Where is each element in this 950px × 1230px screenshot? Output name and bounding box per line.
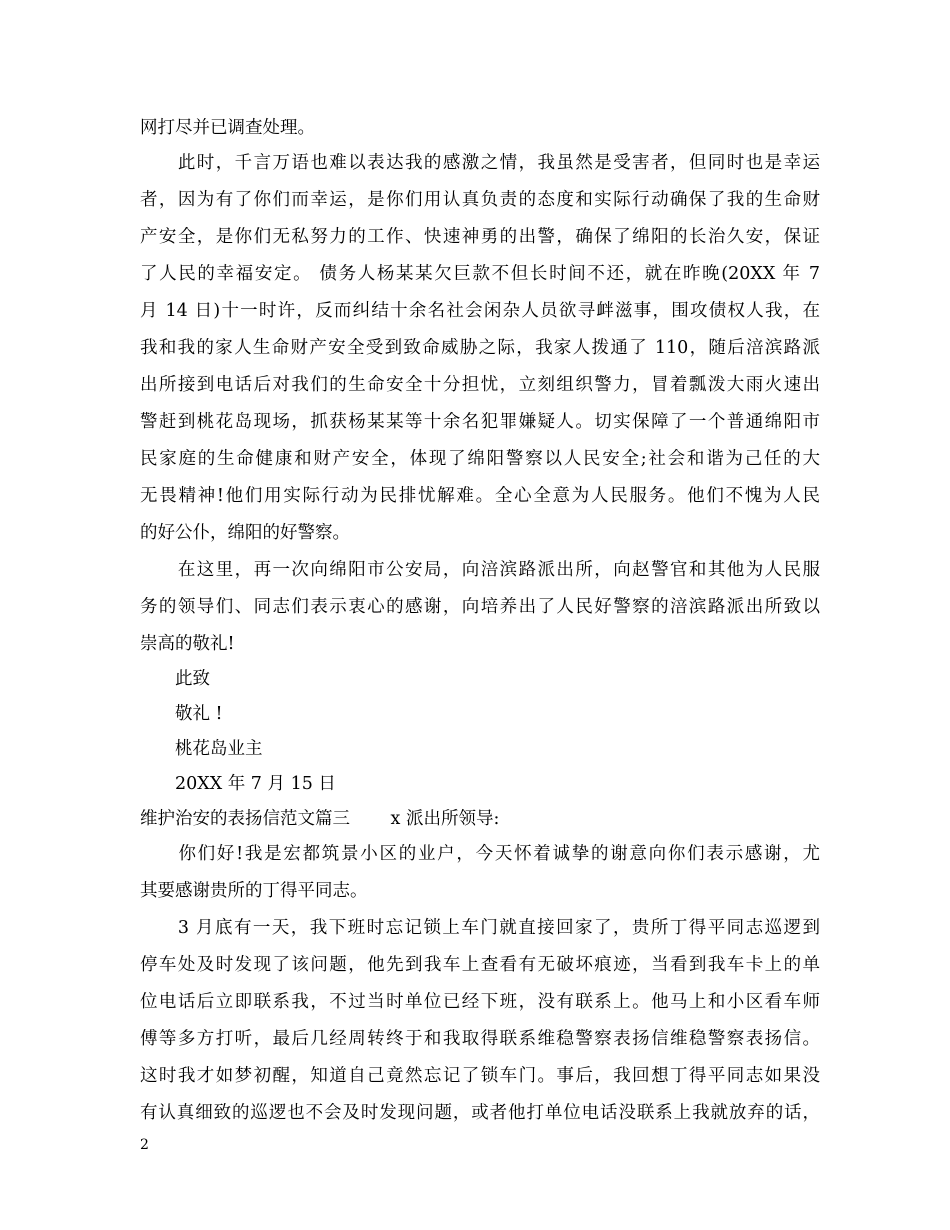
text-line: 位电话后立即联系我，不过当时单位已经下班，没有联系上。他马上和小区看车师 [140, 992, 820, 1012]
text-line: 民家庭的生命健康和财产安全，体现了绵阳警察以人民安全;社会和谐为己任的大 [140, 449, 820, 469]
text-line: 出所接到电话后对我们的生命安全十分担忧，立刻组织警力，冒着瓢泼大雨火速出 [140, 375, 820, 395]
text-line: 桃花岛业主 [140, 739, 263, 759]
text-line: 产安全，是你们无私努力的工作、快速神勇的出警，确保了绵阳的长治久安，保证 [140, 227, 820, 247]
text-line: 20XX 年 7 月 15 日 [140, 774, 336, 794]
text-line: 无畏精神!他们用实际行动为民排忧解难。全心全意为人民服务。他们不愧为人民 [140, 486, 820, 506]
text-line: 3 月底有一天，我下班时忘记锁上车门就直接回家了，贵所丁得平同志巡逻到 [140, 918, 820, 938]
text-line: 其要感谢贵所的丁得平同志。 [140, 881, 368, 901]
text-line: 在这里，再一次向绵阳市公安局，向涪滨路派出所，向赵警官和其他为人民服 [140, 560, 820, 580]
text-line: 警赶到桃花岛现场，抓获杨某某等十余名犯罪嫌疑人。切实保障了一个普通绵阳市 [140, 412, 820, 432]
text-line: 有认真细致的巡逻也不会及时发现问题，或者他打单位电话没联系上我就放弃的话， [140, 1103, 820, 1123]
text-line: 我和我的家人生命财产安全受到致命威胁之际，我家人拨通了 110，随后涪滨路派 [140, 338, 820, 358]
text-line: 的好公仆，绵阳的好警察。 [140, 523, 350, 543]
text-line: 傅等多方打听，最后几经周转终于和我取得联系维稳警察表扬信维稳警察表扬信。 [140, 1029, 820, 1049]
text-line: 务的领导们、同志们表示衷心的感谢，向培养出了人民好警察的涪滨路派出所致以 [140, 597, 820, 617]
text-line: 停车处及时发现了该问题，他先到我车上查看有无破坏痕迹，当看到我车卡上的单 [140, 955, 820, 975]
text-line: 者，因为有了你们而幸运，是你们用认真负责的态度和实际行动确保了我的生命财 [140, 190, 820, 210]
text-line: 崇高的敬礼! [140, 634, 235, 654]
text-line: 此时，千言万语也难以表达我的感激之情，我虽然是受害者，但同时也是幸运 [140, 153, 820, 173]
text-line: 此致 [140, 669, 210, 689]
text-line: 你们好!我是宏都筑景小区的业户，今天怀着诚挚的谢意向你们表示感谢，尤 [140, 844, 820, 864]
page-number: 2 [140, 1137, 149, 1153]
text-line: 了人民的幸福安定。 债务人杨某某欠巨款不但长时间不还，就在昨晚(20XX 年 7 [140, 264, 820, 284]
text-line: 这时我才如梦初醒，知道自己竟然忘记了锁车门。事后，我回想丁得平同志如果没 [140, 1066, 820, 1086]
text-line: 敬礼 ! [140, 704, 223, 724]
text-line: 网打尽并已调查处理。 [140, 118, 315, 138]
text-line: 月 14 日)十一时许，反而纠结十余名社会闲杂人员欲寻衅滋事，围攻债权人我，在 [140, 301, 820, 321]
section-heading: 维护治安的表扬信范文篇三 x 派出所领导: [140, 809, 500, 829]
